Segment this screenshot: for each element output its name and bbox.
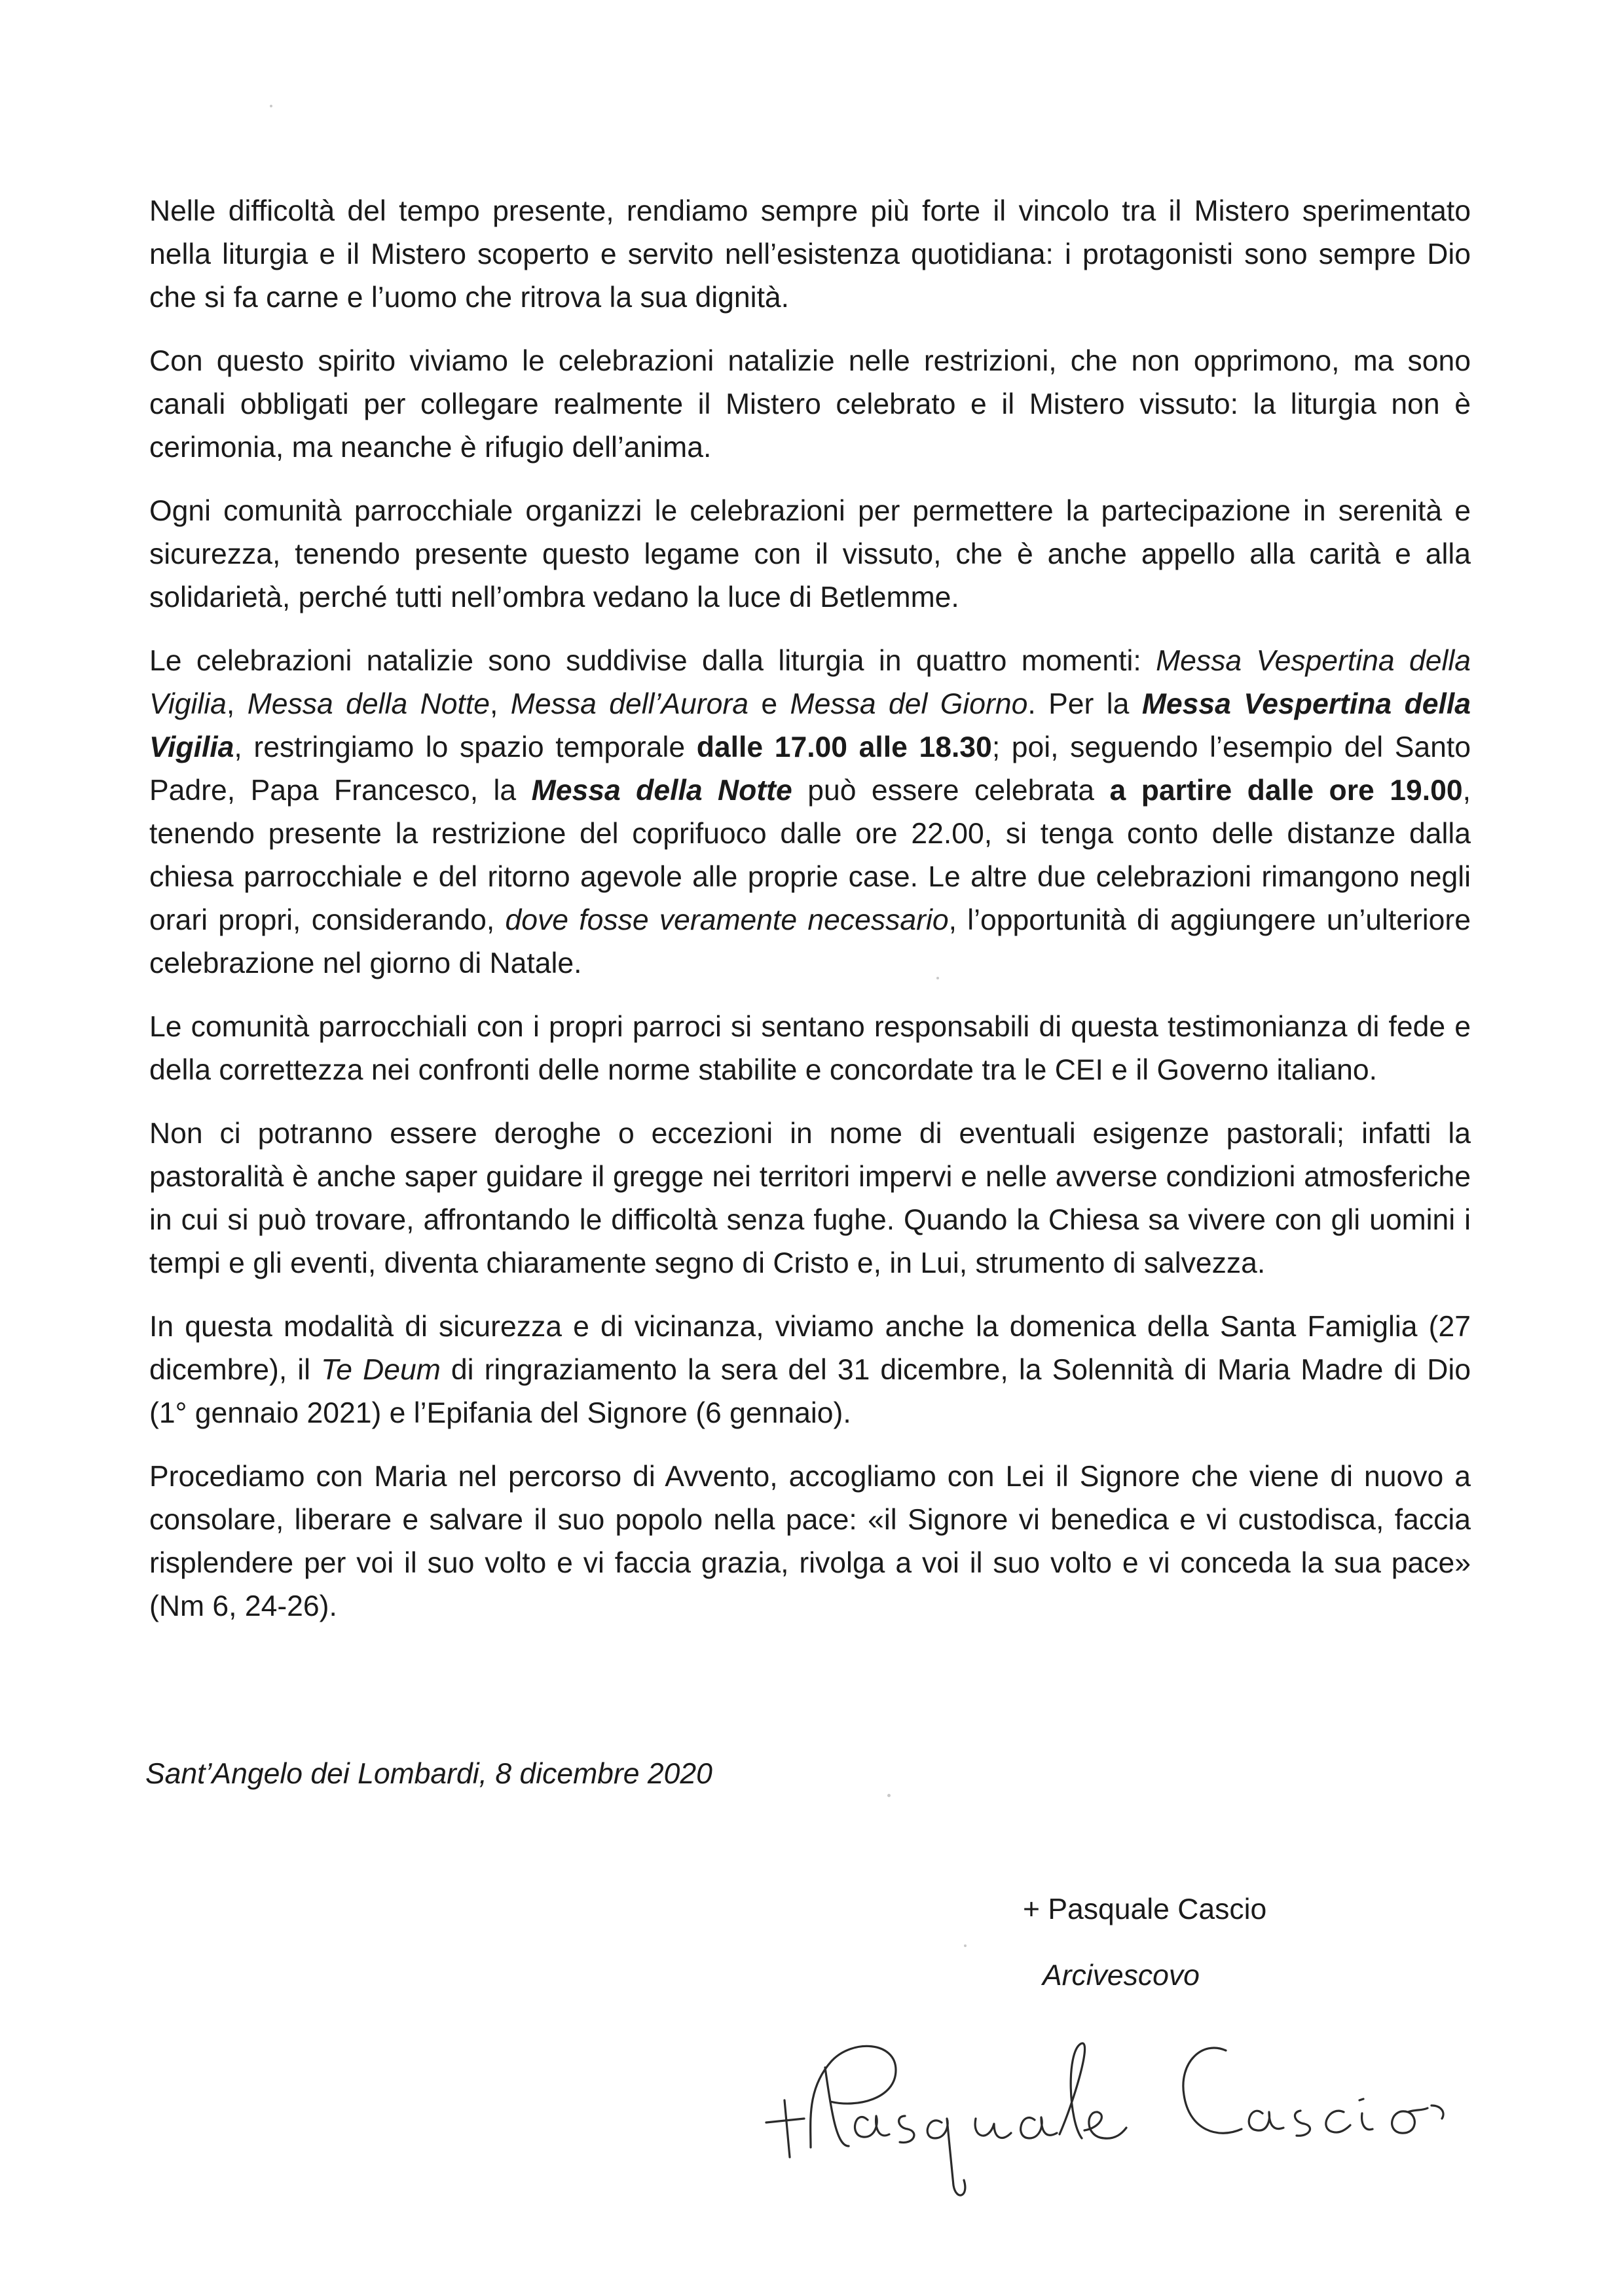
italic-text: Messa dell’Aurora	[510, 688, 748, 720]
text-run: e	[748, 688, 790, 720]
text-run: Le celebrazioni natalizie sono suddivise dalla liturgia in quattro momenti:	[149, 645, 1156, 677]
italic-text: Messa Vespertina della Vigilia	[149, 645, 1471, 720]
emphasis-text: Messa della Notte	[531, 774, 792, 807]
letter-body	[149, 190, 1471, 1649]
text-run: . Per la	[1027, 688, 1142, 720]
text-run: ,	[489, 688, 511, 720]
paper-speck	[887, 1794, 891, 1797]
text-run: Le comunità parrocchiali con i propri parroci si sentano responsabili di questa testimonianza di fede e della correttezza nei confronti delle norme stabilite e concordate tra le CEI e il Governo italiano.	[149, 1011, 1471, 1086]
text-run: Procediamo con Maria nel percorso di Avvento, accogliamo con Lei il Signore che viene di nuovo a consolare, liberare e salvare il suo popolo nella pace: «il Signore vi benedica e vi custodisca, faccia risplendere per voi il suo volto e vi faccia grazia, rivolga a voi il suo volto e vi conceda la sua pace» (Nm 6, 24-26).	[149, 1461, 1471, 1622]
body-paragraph	[149, 1112, 1471, 1285]
text-run: Ogni comunità parrocchiale organizzi le celebrazioni per permettere la partecipazione in serenità e sicurezza, tenendo presente questo legame con il vissuto, che è anche appello alla carità e alla solidarietà, perché tutti nell’ombra vedano la luce di Betlemme.	[149, 495, 1471, 613]
bold-text: a partire dalle ore 19.00	[1109, 774, 1463, 807]
body-paragraph	[149, 340, 1471, 469]
text-run: ; poi, seguendo l’esempio del Santo Padre, Papa Francesco, la	[149, 731, 1471, 807]
text-run: , l’opportunità di aggiungere un’ulteriore celebrazione nel giorno di Natale.	[149, 904, 1471, 979]
emphasis-text: Messa Vespertina della Vigilia	[149, 688, 1471, 763]
paper-speck	[964, 1944, 967, 1947]
italic-text: Te Deum	[321, 1354, 441, 1386]
text-run: può essere celebrata	[792, 774, 1110, 807]
text-run: , tenendo presente la restrizione del coprifuoco dalle ore 22.00, si tenga conto delle distanze dalla chiesa parrocchiale e del ritorno agevole alle proprie case. Le altre due celebrazioni rimangono negli orari propri, considerando,	[149, 774, 1471, 936]
paper-speck	[270, 105, 272, 107]
text-run: Con questo spirito viviamo le celebrazioni natalizie nelle restrizioni, che non opprimono, ma sono canali obbligati per collegare realmente il Mistero celebrato e il Mistero vissuto: la liturgia non è cerimonia, ma neanche è rifugio dell’anima.	[149, 345, 1471, 464]
body-paragraph	[149, 640, 1471, 985]
body-paragraph	[149, 1455, 1471, 1628]
text-run: ,	[226, 688, 248, 720]
italic-text: dove fosse veramente necessario	[505, 904, 949, 936]
bold-emphasis-text	[532, 774, 792, 807]
text-run: Non ci potranno essere deroghe o eccezioni in nome di eventuali esigenze pastorali; infatti la pastoralità è anche saper guidare il gregge nei territori impervi e nelle avverse condizioni atmosferiche in cui si può trovare, affrontando le difficoltà senza fughe. Quando la Chiesa sa vivere con gli uomini i tempi e gli eventi, diventa chiaramente segno di Cristo e, in Lui, strumento di salvezza.	[149, 1118, 1471, 1279]
body-paragraph	[149, 190, 1471, 319]
text-run: In questa modalità di sicurezza e di vicinanza, viviamo anche la domenica della Santa Famiglia (27 dicembre), il	[149, 1311, 1471, 1386]
paper-speck	[936, 977, 939, 979]
handwritten-signature	[733, 1990, 1506, 2206]
italic-text: Messa del Giorno	[790, 688, 1028, 720]
signatory-title: Arcivescovo	[1043, 1959, 1200, 1992]
body-paragraph	[149, 1305, 1471, 1435]
body-paragraph	[149, 1006, 1471, 1092]
signatory-name: + Pasquale Cascio	[1023, 1893, 1267, 1925]
bold-text: dalle 17.00 alle 18.30	[696, 731, 992, 763]
text-run: di ringraziamento la sera del 31 dicembre, la Solennità di Maria Madre di Dio (1° gennaio 2021) e l’Epifania del Signore (6 gennaio).	[149, 1354, 1471, 1429]
text-run: , restringiamo lo spazio temporale	[234, 731, 697, 763]
italic-text: Messa della Notte	[247, 688, 490, 720]
place-date: Sant’Angelo dei Lombardi, 8 dicembre 2020	[145, 1758, 712, 1790]
body-paragraph	[149, 490, 1471, 619]
text-run: Nelle difficoltà del tempo presente, rendiamo sempre più forte il vincolo tra il Mistero sperimentato nella liturgia e il Mistero scoperto e servito nell’esistenza quotidiana: i protagonisti sono sempre Dio che si fa carne e l’uomo che ritrova la sua dignità.	[149, 195, 1471, 314]
